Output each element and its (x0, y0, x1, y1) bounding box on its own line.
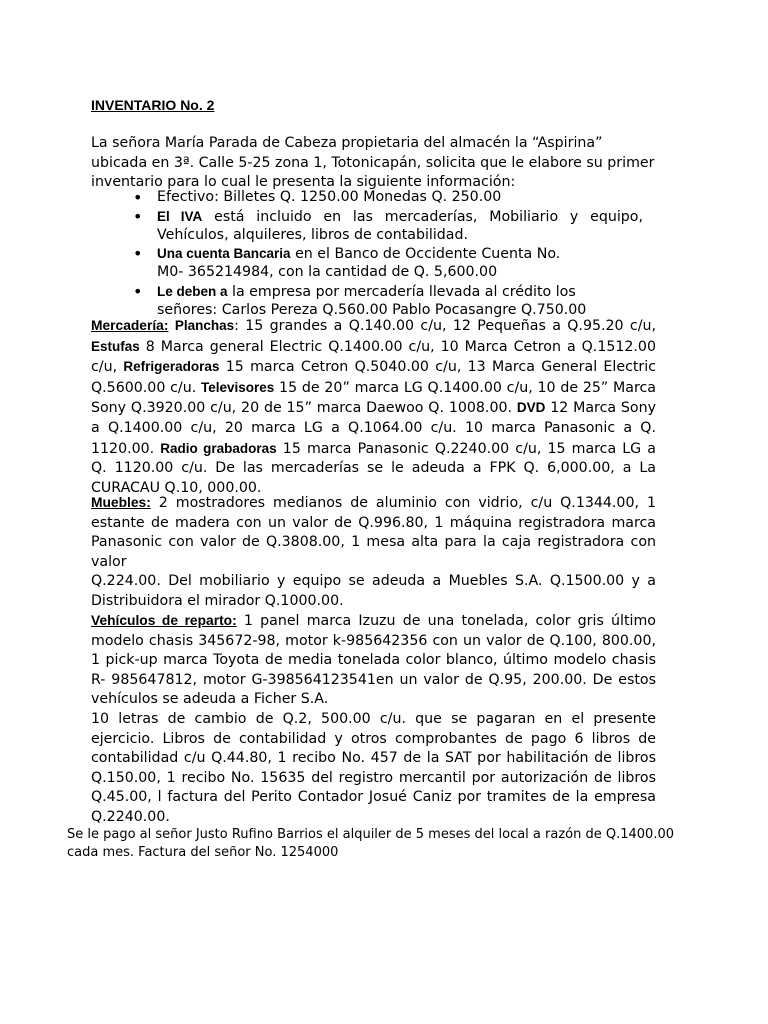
estufas-label: Estufas (91, 338, 140, 354)
deben-text-2: señores: Carlos Pereza Q.560.00 Pablo Pocasangre Q.750.00 (157, 301, 587, 318)
televisores-text: 15 de 20” marca LG Q.1400.00 c/u, 10 de 25” Marca Sony Q.3920.00 c/u, 20 de 15” marca Daewoo Q. 1008.00. (91, 379, 656, 417)
footer-paragraph: Se le pago al señor Justo Rufino Barrios el alquiler de 5 meses del local a razón de Q.1400.00 cada mes. Factura del señor No. 1254000 (67, 827, 674, 860)
deben-text-1: la empresa por mercadería llevada al crédito los (227, 283, 576, 300)
vehiculos-text: 1 panel marca Izuzu de una tonelada, color gris último modelo chasis 345672-98, motor k-985642356 con un valor de Q.100, 800.00, 1 pick-up marca Toyota de media tonelada color blanco, último modelo chasis R- 985647812, motor G-398564123541en un valor de Q.95, 200.00. De estos vehículos se adeuda a Ficher S.A. (91, 613, 656, 708)
planchas-text: : 15 grandes a Q.140.00 c/u, 12 Pequeñas a Q.95.20 c/u, (234, 318, 656, 334)
cuenta-text-2: M0- 365214984, con la cantidad de Q. 5,600.00 (157, 264, 498, 281)
cuenta-text-1: en el Banco de Occidente Cuenta No. (290, 246, 561, 263)
muebles-text-1: 2 mostradores medianos de aluminio con vidrio, c/u Q.1344.00, 1 estante de madera con un valor de Q.996.80, 1 máquina registradora marca Panasonic con valor de Q.3808.00, 1 mesa alta para la caja registradora con valor (91, 495, 656, 570)
refrigeradoras-label: Refrigeradoras (123, 359, 220, 375)
mercaderia-label: Mercadería: (91, 318, 169, 333)
deben-label: Le deben a (157, 283, 228, 299)
iva-label: El IVA (157, 208, 203, 224)
info-bullet-list (157, 189, 643, 321)
dvd-label: DVD (516, 400, 546, 416)
intro-paragraph: La señora María Parada de Cabeza propietaria del almacén la “Aspirina” ubicada en 3ª. Calle 5-25 zona 1, Totonicapán, solicita que le elabore su primer inventario para lo cual le presenta la siguiente información: (91, 135, 655, 191)
letras-paragraph: 10 letras de cambio de Q.2, 500.00 c/u. que se pagaran en el presente ejercicio. Libros de contabilidad y otros comprobantes de pago 6 libros de contabilidad c/u Q.44.80, 1 recibo No. 457 de la SAT por habilitación de libros Q.150.00, 1 recibo No. 15635 del registro mercantil por autorización de libros Q.45.00, l factura del Perito Contador Josué Caniz por tramites de la empresa Q.2240.00. (91, 711, 656, 825)
efectivo-text: Efectivo: Billetes Q. 1250.00 Monedas Q. 250.00 (157, 189, 502, 205)
muebles-paragraph (91, 493, 656, 612)
estufas-text: 8 Marca general Electric Q.1400.00 c/u, 10 Marca Cetron a Q.1512.00 c/u, (91, 338, 656, 376)
refrigeradoras-text: 15 marca Cetron Q.5040.00 c/u, 13 Marca General Electric Q.5600.00 c/u. (91, 359, 657, 396)
muebles-text-2: Q.224.00. Del mobiliario y equipo se adeuda a Muebles S.A. Q.1500.00 y a Distribuidora el mirador Q.1000.00. (91, 573, 656, 609)
televisores-label: Televisores (200, 379, 275, 395)
mercaderia-paragraph (91, 316, 656, 498)
bullet-le-deben (157, 283, 643, 320)
document-title: INVENTARIO No. 2 (91, 97, 215, 113)
planchas-label: Planchas (174, 318, 235, 333)
radio-grabadoras-text: 15 marca Panasonic Q.2240.00 c/u, 15 marca LG a Q. 1120.00 c/u. De las mercaderías se le adeuda a FPK Q. 6,000.00, a La CURACAU Q.10, 000.00. (91, 440, 656, 496)
cuenta-label: Una cuenta Bancaria (157, 246, 291, 262)
vehiculos-paragraph (91, 611, 656, 710)
bullet-iva (157, 208, 643, 245)
bullet-cuenta-bancaria (157, 245, 643, 282)
bullet-efectivo (157, 189, 643, 207)
radio-grabadoras-label: Radio grabadoras (160, 440, 277, 456)
vehiculos-label: Vehículos de reparto: (91, 613, 237, 628)
muebles-label: Muebles: (91, 495, 151, 510)
dvd-text: 12 Marca Sony a Q.1400.00 c/u, 20 marca LG a Q.1064.00 c/u. 10 marca Panasonic a Q. 1120.00. (91, 400, 656, 457)
iva-text: está incluido en las mercaderías, Mobiliario y equipo, Vehículos, alquileres, libros de contabilidad. (157, 208, 644, 243)
